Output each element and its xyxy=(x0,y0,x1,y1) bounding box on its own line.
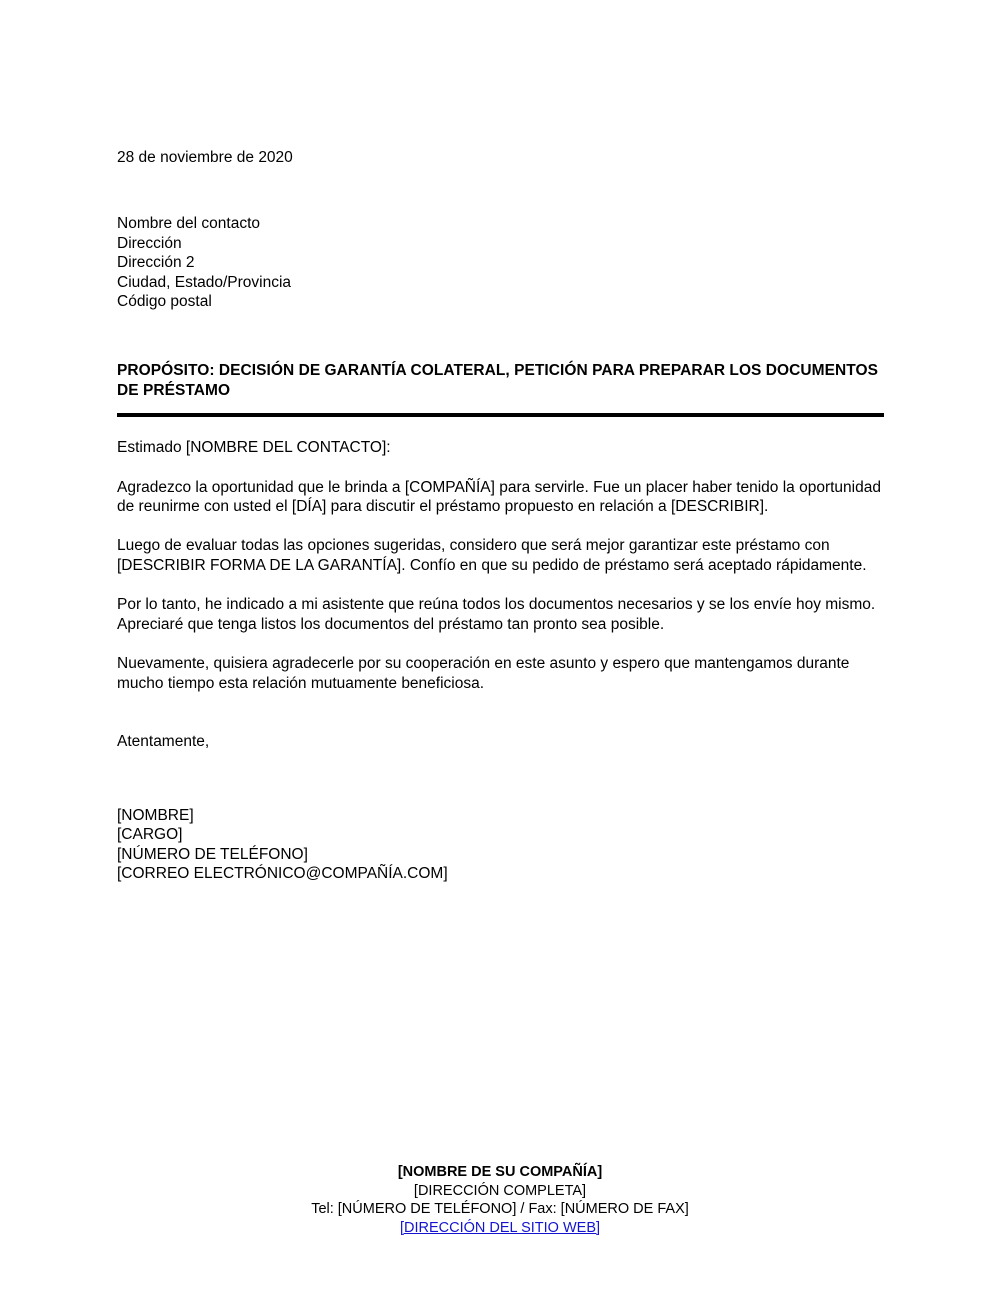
closing-salutation: Atentamente, xyxy=(117,733,210,751)
signer-title: [CARGO] xyxy=(117,826,183,844)
spacer-before-closing xyxy=(117,693,884,732)
recipient-address-line-1: Dirección xyxy=(117,234,182,252)
signer-phone: [NÚMERO DE TELÉFONO] xyxy=(117,845,308,863)
spacer-after-address xyxy=(117,311,884,361)
recipient-city-state: Ciudad, Estado/Provincia xyxy=(117,273,292,291)
signature-block xyxy=(117,806,884,884)
recipient-address-block xyxy=(117,214,884,311)
footer-company-name: [NOMBRE DE SU COMPAÑÍA] xyxy=(397,1164,603,1180)
letter-body xyxy=(117,148,884,883)
spacer-after-rule xyxy=(117,417,884,438)
signer-name: [NOMBRE] xyxy=(117,806,194,824)
recipient-name: Nombre del contacto xyxy=(117,215,261,233)
subject-heading: PROPÓSITO: DECISIÓN DE GARANTÍA COLATERAL, PETICIÓN PARA PREPARAR LOS DOCUMENTOS DE PRÉSTAMO xyxy=(117,362,878,400)
recipient-address-line-2: Dirección 2 xyxy=(117,254,195,272)
salutation: Estimado [NOMBRE DEL CONTACTO]: xyxy=(117,439,391,457)
footer-address: [DIRECCIÓN COMPLETA] xyxy=(413,1182,587,1199)
footer-website-link[interactable]: [DIRECCIÓN DEL SITIO WEB] xyxy=(399,1219,601,1236)
recipient-postal-code: Código postal xyxy=(117,293,212,311)
letter-date: 28 de noviembre de 2020 xyxy=(117,149,293,166)
page-footer xyxy=(0,1163,1000,1237)
paragraph-1: Agradezco la oportunidad que le brinda a [COMPAÑÍA] para servirle. Fue un placer haber tenido la oportunidad de reunirme con usted el [DÍA] para discutir el préstamo propuesto en relación a [DESCRIBIR]. xyxy=(117,478,881,516)
signature-space xyxy=(117,752,884,806)
spacer-after-date xyxy=(117,167,884,214)
paragraph-3: Por lo tanto, he indicado a mi asistente que reúna todos los documentos necesarios y se los envíe hoy mismo. Apreciaré que tenga listos los documentos del préstamo tan pronto sea posible. xyxy=(117,596,876,633)
paragraph-2: Luego de evaluar todas las opciones sugeridas, considero que será mejor garantizar este préstamo con [DESCRIBIR FORMA DE LA GARANTÍA]. Confío en que su pedido de préstamo será aceptado rápidamente. xyxy=(117,537,867,574)
footer-contact: Tel: [NÚMERO DE TELÉFONO] / Fax: [NÚMERO DE FAX] xyxy=(311,1201,689,1218)
paragraph-4: Nuevamente, quisiera agradecerle por su cooperación en este asunto y espero que mantengamos durante mucho tiempo esta relación mutuamente beneficiosa. xyxy=(117,654,850,692)
signer-email: [CORREO ELECTRÓNICO@COMPAÑÍA.COM] xyxy=(117,864,448,882)
